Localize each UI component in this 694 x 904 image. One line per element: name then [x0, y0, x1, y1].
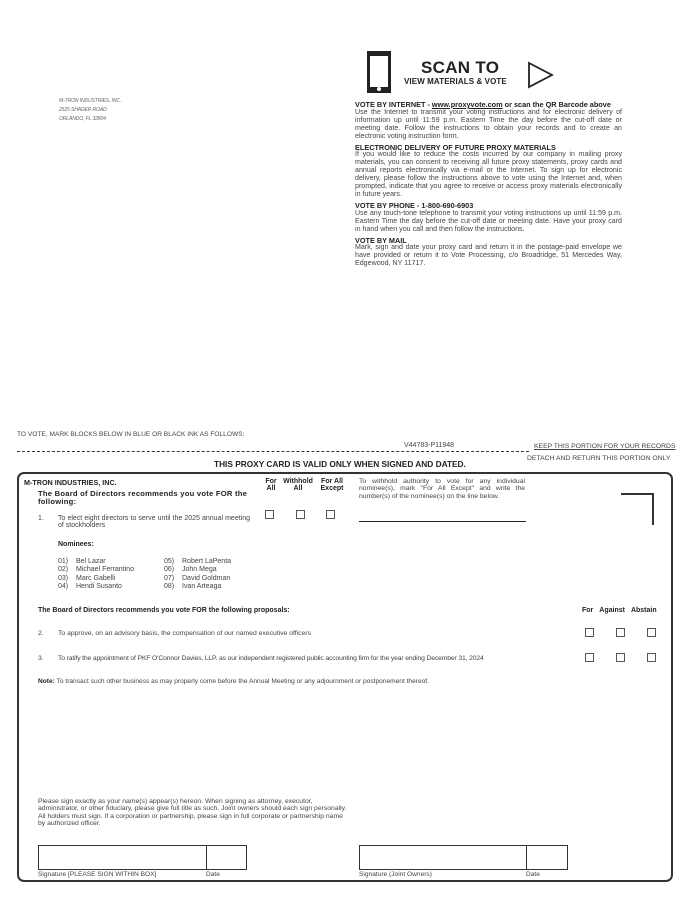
nominee-item: 08) Ivan Arteaga: [164, 583, 222, 591]
withhold-instructions: To withhold authority to vote for any individual nominee(s), mark "For All Except" and write the number(s) of the nominee(s) on the line below.: [359, 478, 525, 500]
nominee-item: 07) David Goldman: [164, 574, 231, 582]
checkbox-for-all[interactable]: [265, 510, 274, 519]
valid-notice: THIS PROXY CARD IS VALID ONLY WHEN SIGNED AND DATED.: [214, 459, 466, 469]
withhold-nominee-input[interactable]: [359, 521, 526, 522]
vote-mail-body: Mark, sign and date your proxy card and return it in the postage-paid envelope we have provided or return it to Vote Processing, c/o Broadridge, 51 Mercedes Way, Edgewood, NY 11717.: [355, 243, 622, 268]
control-number: V44783-P11948: [404, 442, 455, 449]
col-abstain: Abstain: [630, 607, 657, 614]
signing-instructions: Please sign exactly as your name(s) appear(s) hereon. When signing as attorney, executor, administrator, or other fiduciary, please give full title as such. Joint owners should each sign personally. All holders must sign. If a corporation or partnership, please sign in full corporate or partnership name by authorized officer.: [38, 798, 347, 828]
proxyvote-link[interactable]: www.proxyvote.com: [431, 100, 503, 109]
play-triangle-icon: [527, 61, 554, 89]
scan-title: SCAN TO: [421, 58, 500, 77]
checkbox-proposal-2-against[interactable]: [616, 628, 625, 637]
nominee-item: 02) Michael Ferrantino: [58, 566, 134, 574]
checkbox-proposal-3-for[interactable]: [585, 653, 594, 662]
proposal-2-text: To approve, on an advisory basis, the compensation of our named executive officers: [58, 630, 312, 637]
date-label: Date: [206, 871, 220, 878]
detach-line: [17, 451, 529, 452]
vote-mail-heading: VOTE BY MAIL: [355, 235, 407, 245]
electronic-delivery-body: If you would like to reduce the costs incurred by our company in mailing proxy materials, you can consent to receiving all future proxy statements, proxy cards and annual reports electronically via e-mail or the Internet. To sign up for electronic delivery, please follow the instructions above to vote using the Internet and, when prompted, indicate that you agree to receive or access proxy materials electronically in future years.: [355, 150, 622, 198]
proposal-number: 2.: [38, 630, 44, 637]
nominee-item: 05) Robert LaPenta: [164, 558, 232, 565]
nominee-item: 01) Bel Lazar: [58, 558, 106, 565]
other-business-note: Note: To transact such other business as may properly come before the Annual Meeting or any adjournment or postponement thereof.: [38, 678, 429, 685]
board-recommendation-directors: The Board of Directors recommends you vote FOR the following:: [38, 489, 248, 506]
registration-mark: [652, 493, 654, 525]
nominee-list-left: [58, 558, 134, 592]
signature-label: Signature [PLEASE SIGN WITHIN BOX]: [38, 871, 157, 878]
signature-box[interactable]: [38, 845, 207, 870]
nominee-item: 03) Marc Gabelli: [58, 574, 116, 582]
address-line: M-TRON INDUSTRIES, INC.: [59, 98, 122, 104]
checkbox-for-all-except[interactable]: [326, 510, 335, 519]
col-for-all-except: For All Except: [320, 478, 344, 493]
proposal-number: 3.: [38, 655, 44, 662]
nominee-item: 06) John Mega: [164, 566, 217, 574]
return-address: [59, 97, 121, 124]
col-withhold-all: Withhold All: [283, 478, 313, 493]
electronic-delivery-heading: ELECTRONIC DELIVERY OF FUTURE PROXY MATERIALS: [355, 142, 556, 152]
vote-internet-body: Use the Internet to transmit your voting instructions and for electronic delivery of information up until 11:59 p.m. Eastern Time the day before the cut-off date or meeting date. Follow the instructions to obtain your records and to create an electronic voting instruction form.: [355, 107, 622, 140]
detach-portion-label: DETACH AND RETURN THIS PORTION ONLY: [527, 455, 671, 462]
item-elect-directors: To elect eight directors to serve until the 2025 annual meeting of stockholders: [58, 515, 250, 530]
address-line: 2525 SHADER ROAD: [59, 107, 107, 113]
nominees-title: Nominees:: [58, 541, 94, 548]
vote-internet-heading: VOTE BY INTERNET - www.proxyvote.com or scan the QR Barcode above: [355, 100, 611, 109]
vote-phone-body: Use any touch-tone telephone to transmit your voting instructions up until 11:59 p.m. Eastern Time the day before the cut-off date or meeting date. Have your proxy card in hand when you call and then follow the instructions.: [355, 208, 622, 233]
proposal-column-headers: [582, 607, 657, 614]
checkbox-proposal-3-against[interactable]: [616, 653, 625, 662]
voting-instructions: [355, 98, 622, 268]
checkbox-proposal-3-abstain[interactable]: [647, 653, 656, 662]
nominee-list-right: [164, 558, 231, 592]
mark-instructions: TO VOTE, MARK BLOCKS BELOW IN BLUE OR BLACK INK AS FOLLOWS:: [17, 431, 245, 438]
company-name: M-TRON INDUSTRIES, INC.: [24, 478, 117, 487]
registration-mark: [621, 493, 654, 495]
keep-portion-label: KEEP THIS PORTION FOR YOUR RECORDS: [534, 443, 676, 450]
item-number: 1.: [38, 515, 44, 522]
checkbox-proposal-2-for[interactable]: [585, 628, 594, 637]
checkbox-proposal-2-abstain[interactable]: [647, 628, 656, 637]
joint-date-label: Date: [526, 871, 540, 878]
smartphone-icon: [367, 51, 391, 93]
col-for: For: [582, 607, 594, 614]
scan-subtitle: VIEW MATERIALS & VOTE: [404, 77, 507, 86]
joint-signature-box[interactable]: [359, 845, 527, 870]
joint-signature-label: Signature (Joint Owners): [359, 871, 432, 878]
date-box[interactable]: [206, 845, 247, 870]
address-line: ORLANDO, FL 32804: [59, 116, 106, 122]
nominee-item: 04) Hendi Susanto: [58, 583, 122, 591]
joint-date-box[interactable]: [526, 845, 568, 870]
vote-phone-heading: VOTE BY PHONE - 1-800-690-6903: [355, 200, 474, 210]
col-for-all: For All: [265, 478, 277, 493]
checkbox-withhold-all[interactable]: [296, 510, 305, 519]
proposal-3-text: To ratify the appointment of PKF O'Connor Davies, LLP. as our independent registered public accounting firm for the year ending December 31, 2024: [58, 655, 484, 662]
col-against: Against: [599, 607, 625, 614]
board-recommendation-proposals: The Board of Directors recommends you vote FOR the following proposals:: [38, 607, 290, 614]
